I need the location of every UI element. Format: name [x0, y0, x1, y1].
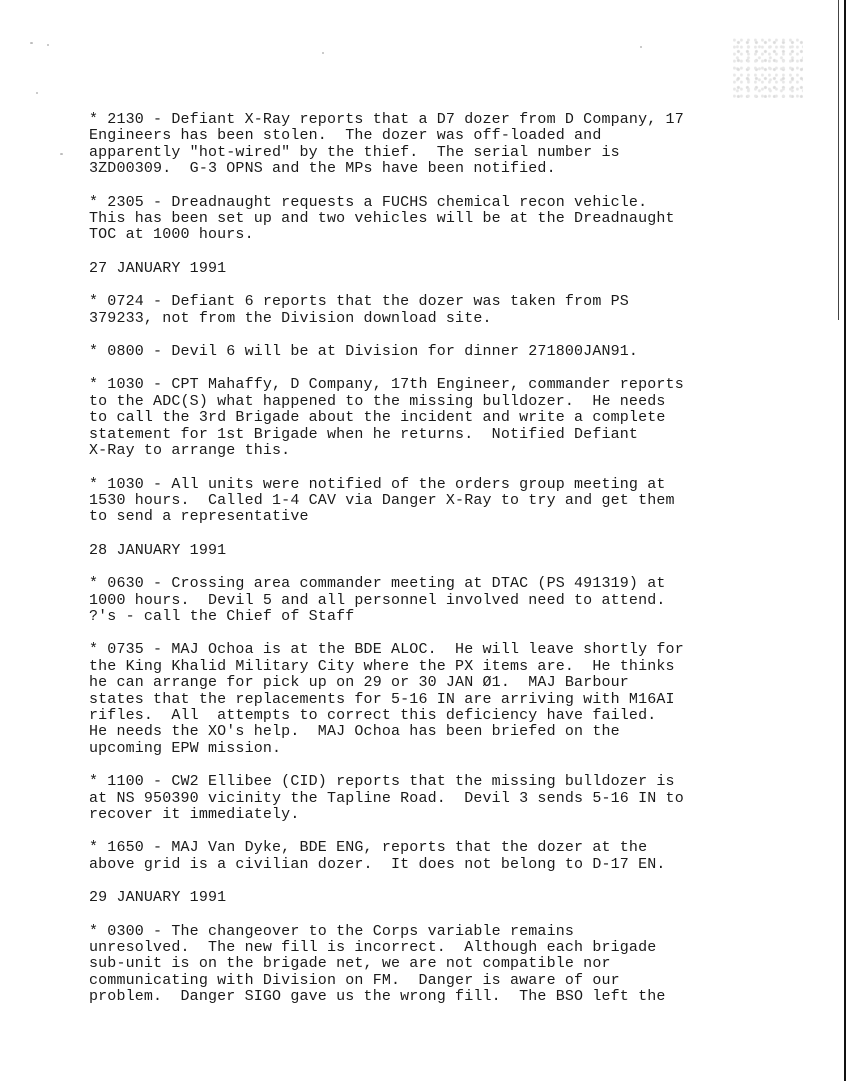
log-entry [89, 924, 789, 1006]
log-entry-line: unresolved. The new fill is incorrect. Although each brigade [89, 939, 657, 957]
log-entry-line: * 1030 - CPT Mahaffy, D Company, 17th Engineer, commander reports [89, 376, 684, 394]
log-entry-line: * 1100 - CW2 Ellibee (CID) reports that the missing bulldozer is [89, 773, 675, 791]
log-entry-line: ?'s - call the Chief of Staff [89, 607, 355, 625]
log-entry-line: he can arrange for pick up on 29 or 30 JAN Ø1. MAJ Barbour [89, 674, 629, 692]
log-entry-line: * 0800 - Devil 6 will be at Division for dinner 271800JAN91. [89, 343, 639, 361]
log-entry [89, 377, 789, 459]
log-entry-line: * 0735 - MAJ Ochoa is at the BDE ALOC. He will leave shortly for [89, 641, 684, 659]
log-entry-line: X-Ray to arrange this. [89, 442, 291, 460]
log-entry [89, 477, 789, 526]
scan-speck [322, 52, 324, 54]
log-entry-line: statement for 1st Brigade when he returns. Notified Defiant [89, 425, 639, 443]
log-entry [89, 774, 789, 823]
scan-speck [30, 42, 33, 44]
scan-speck [640, 46, 642, 48]
log-entry [89, 642, 789, 757]
log-entry [89, 344, 789, 360]
log-entry-line: This has been set up and two vehicles will be at the Dreadnaught [89, 210, 675, 228]
log-entry-line: rifles. All attempts to correct this deficiency have failed. [89, 706, 657, 724]
log-entry-line: the King Khalid Military City where the PX items are. He thinks [89, 657, 675, 675]
log-entry-line: at NS 950390 vicinity the Tapline Road. Devil 3 sends 5-16 IN to [89, 789, 684, 807]
log-entry-line: to call the 3rd Brigade about the incident and write a complete [89, 409, 666, 427]
log-entry-line: * 0300 - The changeover to the Corps variable remains [89, 922, 575, 940]
log-entry-line: states that the replacements for 5-16 IN are arriving with M16AI [89, 690, 675, 708]
log-entry-line: * 2305 - Dreadnaught requests a FUCHS chemical recon vehicle. [89, 193, 648, 211]
log-entry-line: 1530 hours. Called 1-4 CAV via Danger X-Ray to try and get them [89, 491, 675, 509]
log-entry-line: * 2130 - Defiant X-Ray reports that a D7 dozer from D Company, 17 [89, 111, 684, 128]
scan-speck [36, 92, 38, 94]
scan-edge-mark [838, 0, 839, 320]
log-entry-line: * 1030 - All units were notified of the orders group meeting at [89, 475, 666, 493]
log-entry [89, 112, 789, 178]
scan-edge-line [844, 0, 846, 1081]
log-entry-line: problem. Danger SIGO gave us the wrong fill. The BSO left the [89, 988, 666, 1006]
log-entries [89, 112, 789, 1023]
log-entry-line: Engineers has been stolen. The dozer was off-loaded and [89, 127, 602, 145]
scan-speck [47, 44, 49, 46]
log-entry-line: * 0724 - Defiant 6 reports that the dozer was taken from PS [89, 293, 629, 311]
log-entry-line: to the ADC(S) what happened to the missing bulldozer. He needs [89, 392, 666, 410]
log-entry-line: communicating with Division on FM. Danger is aware of our [89, 971, 620, 989]
log-entry-line: 3ZD00309. G-3 OPNS and the MPs have been notified. [89, 160, 556, 178]
log-entry-line: * 0630 - Crossing area commander meeting at DTAC (PS 491319) at [89, 575, 666, 593]
date-heading: 29 JANUARY 1991 [89, 889, 227, 907]
log-entry-line: TOC at 1000 hours. [89, 226, 254, 244]
log-entry-line: upcoming EPW mission. [89, 739, 282, 757]
log-entry-line: He needs the XO's help. MAJ Ochoa has been briefed on the [89, 723, 620, 741]
log-entry [89, 195, 789, 244]
log-entry [89, 294, 789, 327]
log-entry [89, 576, 789, 625]
log-entry-line: sub-unit is on the brigade net, we are not compatible nor [89, 955, 611, 973]
log-entry-line: above grid is a civilian dozer. It does not belong to D-17 EN. [89, 855, 666, 873]
date-heading: 28 JANUARY 1991 [89, 541, 227, 559]
log-entry-line: 1000 hours. Devil 5 and all personnel involved need to attend. [89, 591, 666, 609]
scan-speck [60, 153, 63, 155]
log-entry-line: apparently "hot-wired" by the thief. The serial number is [89, 143, 620, 161]
log-entry-line: * 1650 - MAJ Van Dyke, BDE ENG, reports that the dozer at the [89, 839, 648, 857]
log-entry-line: 379233, not from the Division download site. [89, 309, 492, 327]
log-entry-line: recover it immediately. [89, 806, 300, 823]
log-entry [89, 840, 789, 873]
log-entry-line: to send a representative [89, 508, 309, 526]
date-heading: 27 JANUARY 1991 [89, 259, 227, 277]
scan-noise [733, 38, 803, 98]
